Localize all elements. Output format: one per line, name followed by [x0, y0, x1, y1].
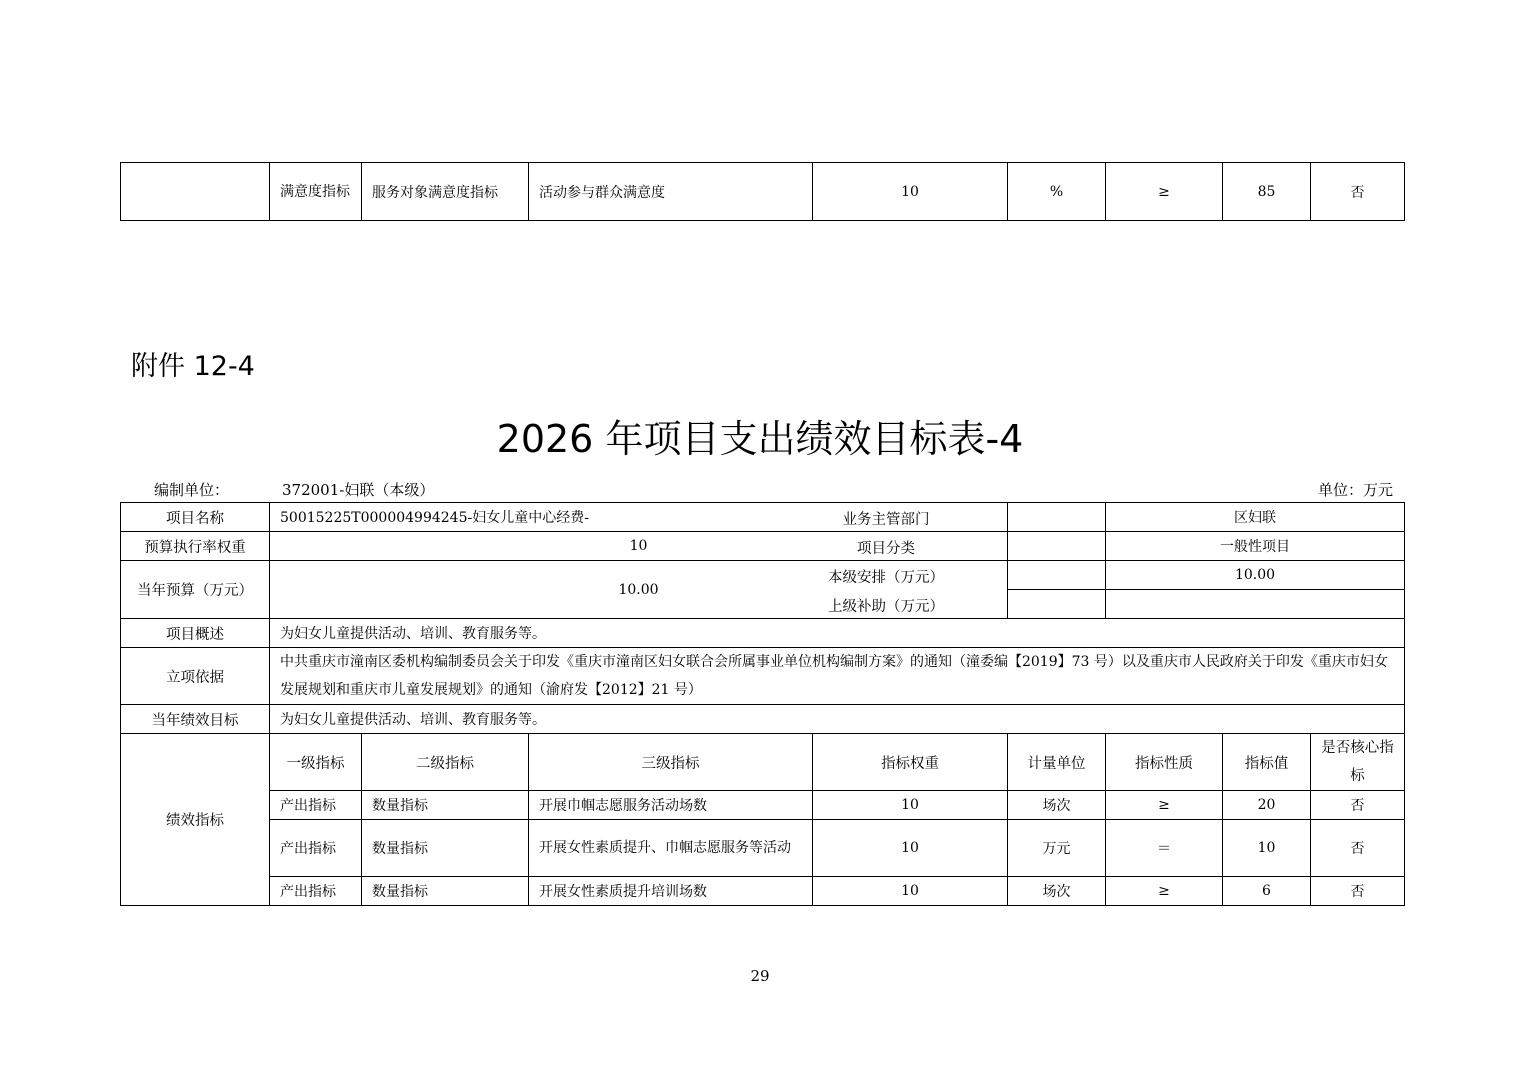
table-row	[121, 163, 1405, 221]
row1-core: 否	[1311, 791, 1405, 820]
project-name-label: 项目名称	[121, 503, 270, 532]
row2-core: 否	[1311, 820, 1405, 877]
table-row	[121, 877, 1405, 906]
dept-label-spacer	[1008, 503, 1106, 532]
row1-value: 20	[1223, 791, 1311, 820]
value-cell: 85	[1223, 163, 1311, 221]
header-level1: 一级指标	[270, 734, 362, 791]
goal-label: 当年绩效目标	[121, 705, 270, 734]
core-cell: 否	[1311, 163, 1405, 221]
table-row	[121, 705, 1405, 734]
upper-value	[1106, 590, 1405, 619]
weight-cell: 10	[813, 163, 1008, 221]
table-row	[121, 791, 1405, 820]
table-row	[121, 820, 1405, 877]
exec-weight-value: 10	[270, 532, 1008, 561]
row3-nature: ≥	[1106, 877, 1223, 906]
local-value: 10.00	[1106, 561, 1405, 590]
row1-level2: 数量指标	[362, 791, 529, 820]
row1-level3: 开展巾帼志愿服务活动场数	[529, 791, 813, 820]
budget-label: 当年预算（万元）	[121, 561, 270, 619]
row3-unit: 场次	[1008, 877, 1106, 906]
row1-unit: 场次	[1008, 791, 1106, 820]
header-weight: 指标权重	[813, 734, 1008, 791]
row3-core: 否	[1311, 877, 1405, 906]
row2-level1: 产出指标	[270, 820, 362, 877]
unit-note: 单位：万元	[1317, 481, 1393, 499]
dept-label: 业务主管部门	[842, 512, 930, 528]
local-label-spacer	[1008, 561, 1106, 590]
table-row	[121, 503, 1405, 532]
row3-level2: 数量指标	[362, 877, 529, 906]
perf-label: 绩效指标	[121, 734, 270, 906]
overview-label: 项目概述	[121, 619, 270, 648]
row3-level3: 开展女性素质提升培训场数	[529, 877, 813, 906]
row2-value: 10	[1223, 820, 1311, 877]
org-label: 编制单位：	[154, 481, 230, 499]
row2-weight: 10	[813, 820, 1008, 877]
budget-value: 10.00	[270, 561, 1008, 619]
header-level3: 三级指标	[529, 734, 813, 791]
goal-value: 为妇女儿童提供活动、培训、教育服务等。	[270, 705, 1405, 734]
row1-weight: 10	[813, 791, 1008, 820]
exec-weight-label: 预算执行率权重	[121, 532, 270, 561]
empty-cell	[121, 163, 270, 221]
row3-weight: 10	[813, 877, 1008, 906]
row2-nature: ＝	[1106, 820, 1223, 877]
level1-cell: 满意度指标	[270, 163, 362, 221]
upper-label-spacer	[1008, 590, 1106, 619]
top-continuation-table	[120, 162, 1405, 221]
table-row	[121, 648, 1405, 705]
row1-level1: 产出指标	[270, 791, 362, 820]
header-value: 指标值	[1223, 734, 1311, 791]
header-nature: 指标性质	[1106, 734, 1223, 791]
basis-value: 中共重庆市潼南区委机构编制委员会关于印发《重庆市潼南区妇女联合会所属事业单位机构编制方案》的通知（潼委编【2019】73 号）以及重庆市人民政府关于印发《重庆市妇女发展规划和重庆市儿童发展规划》的通知（渝府发【2012】21 号）	[270, 648, 1405, 705]
attachment-label: 附件 12-4	[131, 351, 255, 382]
level3-cell: 活动参与群众满意度	[529, 163, 813, 221]
dept-value: 区妇联	[1106, 503, 1405, 532]
row3-value: 6	[1223, 877, 1311, 906]
header-level2: 二级指标	[362, 734, 529, 791]
upper-label: 上级补助（万元）	[828, 599, 944, 615]
org-value: 372001-妇联（本级）	[282, 481, 435, 499]
basis-label: 立项依据	[121, 648, 270, 705]
row2-level2: 数量指标	[362, 820, 529, 877]
row1-nature: ≥	[1106, 791, 1223, 820]
overview-value: 为妇女儿童提供活动、培训、教育服务等。	[270, 619, 1405, 648]
row2-level3: 开展女性素质提升、巾帼志愿服务等活动	[529, 820, 813, 877]
performance-table	[120, 502, 1405, 906]
row3-level1: 产出指标	[270, 877, 362, 906]
header-unit: 计量单位	[1008, 734, 1106, 791]
table-row	[121, 619, 1405, 648]
local-label: 本级安排（万元）	[828, 570, 944, 586]
page-title: 2026 年项目支出绩效目标表-4	[496, 417, 1024, 461]
page-number: 29	[750, 967, 770, 985]
header-core: 是否核心指标	[1311, 734, 1405, 791]
table-row	[121, 532, 1405, 561]
category-value: 一般性项目	[1106, 532, 1405, 561]
category-label-spacer	[1008, 532, 1106, 561]
nature-cell: ≥	[1106, 163, 1223, 221]
table-row	[121, 734, 1405, 791]
row2-unit: 万元	[1008, 820, 1106, 877]
unit-cell: %	[1008, 163, 1106, 221]
level2-cell: 服务对象满意度指标	[362, 163, 529, 221]
table-row	[121, 561, 1405, 590]
category-label: 项目分类	[857, 541, 915, 557]
project-name-value: 50015225T000004994245-妇女儿童中心经费-	[270, 503, 1008, 532]
